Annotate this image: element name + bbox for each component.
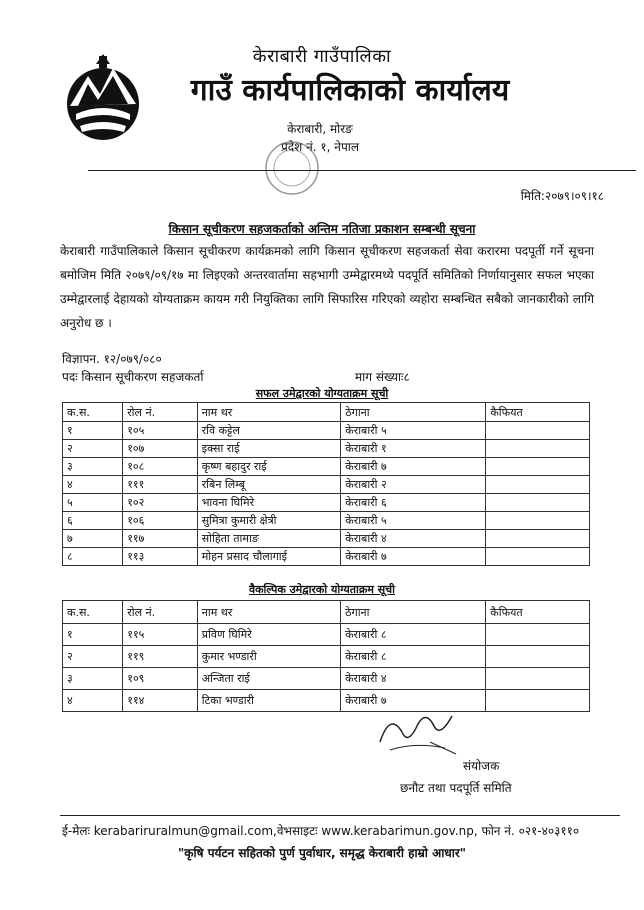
col-header-name: नाम थर — [197, 403, 341, 422]
table-row — [63, 530, 590, 548]
cell-sn: ५ — [63, 494, 123, 512]
cell-remarks — [486, 512, 590, 530]
cell-address: केराबारी ५ — [341, 512, 486, 530]
cell-sn: २ — [63, 646, 123, 668]
cell-name: भावना घिमिरे — [197, 494, 341, 512]
cell-name: सुमित्रा कुमारी क्षेत्री — [197, 512, 341, 530]
post-title: पदः किसान सूचीकरण सहजकर्ता — [62, 370, 204, 384]
col-header-name: नाम थर — [197, 601, 340, 624]
table-header-row — [63, 601, 590, 624]
cell-roll: ११९ — [123, 646, 198, 668]
cell-remarks — [486, 440, 590, 458]
cell-remarks — [486, 646, 590, 668]
cell-remarks — [486, 422, 590, 440]
col-header-address: ठेगाना — [341, 403, 486, 422]
cell-address: केराबारी ४ — [341, 530, 486, 548]
cell-sn: ४ — [63, 690, 123, 712]
alternate-candidates-table — [62, 600, 590, 712]
cell-remarks — [486, 476, 590, 494]
cell-name: मोहन प्रसाद चौलागाई — [197, 548, 341, 566]
cell-roll: ११७ — [123, 530, 198, 548]
table-row — [63, 440, 590, 458]
municipality-name: केराबारी गाउँपालिका — [252, 46, 392, 67]
handwritten-signature — [360, 702, 460, 762]
cell-name: इक्सा राई — [197, 440, 341, 458]
table-row — [63, 476, 590, 494]
cell-name: कुमार भण्डारी — [197, 646, 340, 668]
cell-sn: ४ — [63, 476, 123, 494]
cell-sn: १ — [63, 422, 123, 440]
cell-sn: २ — [63, 440, 123, 458]
table-row — [63, 624, 590, 646]
col-header-roll: रोल नं. — [123, 403, 198, 422]
cell-address: केराबारी ६ — [341, 494, 486, 512]
footer-contact: ई-मेलः kerabariruralmun@gmail.com,वेभसाइटः www.kerabarimun.gov.np, फोन नं. ०२१-४०३११० — [62, 824, 580, 838]
table-row — [63, 494, 590, 512]
cell-sn: ६ — [63, 512, 123, 530]
cell-remarks — [486, 624, 590, 646]
cell-address: केराबारी ४ — [341, 668, 486, 690]
col-header-remarks: कैफियत — [486, 601, 590, 624]
cell-remarks — [486, 530, 590, 548]
col-header-roll: रोल नं. — [123, 601, 198, 624]
col-header-sn: क.स. — [63, 403, 123, 422]
signatory-role: संयोजक — [463, 759, 500, 773]
cell-roll: १०६ — [123, 512, 198, 530]
demand-count: माग संख्याः८ — [355, 370, 410, 384]
table-row — [63, 668, 590, 690]
col-header-sn: क.स. — [63, 601, 123, 624]
cell-address: केराबारी १ — [341, 440, 486, 458]
cell-address: केराबारी ७ — [341, 690, 486, 712]
cell-name: टिका भण्डारी — [197, 690, 340, 712]
table-row — [63, 512, 590, 530]
cell-roll: १०२ — [123, 494, 198, 512]
successful-candidates-table — [62, 402, 590, 566]
cell-roll: ११५ — [123, 624, 198, 646]
cell-name: रबिन लिम्बू — [197, 476, 341, 494]
table-row — [63, 646, 590, 668]
cell-remarks — [486, 548, 590, 566]
cell-name: कृष्ण बहादुर राई — [197, 458, 341, 476]
cell-sn: ७ — [63, 530, 123, 548]
table-header-row — [63, 403, 590, 422]
header-divider — [88, 170, 636, 171]
notice-date: मिति:२०७९।०९।१८ — [520, 189, 604, 203]
alternate-list-caption: वैकल्पिक उमेद्वारको योग्यताक्रम सूची — [248, 583, 395, 596]
cell-address: केराबारी ७ — [341, 548, 486, 566]
cell-roll: १०७ — [123, 440, 198, 458]
footer-divider — [60, 815, 620, 816]
cell-roll: ११४ — [123, 690, 198, 712]
cell-address: केराबारी ५ — [341, 422, 486, 440]
cell-roll: १०८ — [123, 458, 198, 476]
notice-number: विज्ञापन. १२/०७९/०८० — [62, 352, 162, 366]
cell-roll: १०९ — [123, 668, 198, 690]
table-row — [63, 690, 590, 712]
office-seal-stamp — [262, 138, 322, 198]
cell-address: केराबारी ७ — [341, 458, 486, 476]
cell-address: केराबारी ८ — [341, 646, 486, 668]
cell-roll: १११ — [123, 476, 198, 494]
cell-sn: ८ — [63, 548, 123, 566]
table-row — [63, 422, 590, 440]
cell-sn: ३ — [63, 458, 123, 476]
cell-remarks — [486, 668, 590, 690]
cell-remarks — [486, 458, 590, 476]
cell-name: प्रविण घिमिरे — [197, 624, 340, 646]
cell-roll: १०५ — [123, 422, 198, 440]
col-header-address: ठेगाना — [341, 601, 486, 624]
cell-address: केराबारी २ — [341, 476, 486, 494]
committee-name: छनौट तथा पदपूर्ति समिति — [400, 781, 512, 795]
cell-name: रवि कट्टेल — [197, 422, 341, 440]
cell-name: सोहिता तामाङ — [197, 530, 341, 548]
address-line-2: प्रदेश नं. १, नेपाल — [280, 140, 360, 154]
address-line-1: केराबारी, मोरङ — [287, 122, 353, 136]
col-header-remarks: कैफियत — [486, 403, 590, 422]
cell-remarks — [486, 690, 590, 712]
cell-sn: ३ — [63, 668, 123, 690]
table-row — [63, 548, 590, 566]
footer-motto: "कृषि पर्यटन सहितको पुर्ण पुर्वाधार, समृद्ध केराबारी हाम्रो आधार" — [178, 846, 466, 860]
cell-remarks — [486, 494, 590, 512]
successful-list-caption: सफल उमेद्वारको योग्यताक्रम सूची — [255, 387, 389, 400]
cell-address: केराबारी ८ — [341, 624, 486, 646]
office-title: गाउँ कार्यपालिकाको कार्यालय — [190, 73, 510, 108]
notice-subject: किसान सूचीकरण सहजकर्ताको अन्तिम नतिजा प्रकाशन सम्बन्धी सूचना — [168, 222, 476, 236]
cell-roll: ११३ — [123, 548, 198, 566]
table-row — [63, 458, 590, 476]
cell-sn: १ — [63, 624, 123, 646]
notice-body: केराबारी गाउँपालिकाले किसान सूचीकरण कार्यक्रमको लागि किसान सूचीकरण सहजकर्ता सेवा करारमा पदपूर्ती गर्ने सूचना बमोजिम मिति २०७९/०९/१७ मा लिइएको अन्तरवार्तामा सहभागी उम्मेद्वारमध्ये पदपूर्ति समितिको निर्णायानुसार सफल भएका उम्मेद्वारलाई देहायको योग्यताक्रम कायम गरी नियुक्तिका लागि सिफारिस गरिएको व्यहोरा सम्बन्धित सबैको जानकारीको लागि अनुरोध छ । — [60, 244, 594, 330]
cell-name: अन्जिता राई — [197, 668, 340, 690]
